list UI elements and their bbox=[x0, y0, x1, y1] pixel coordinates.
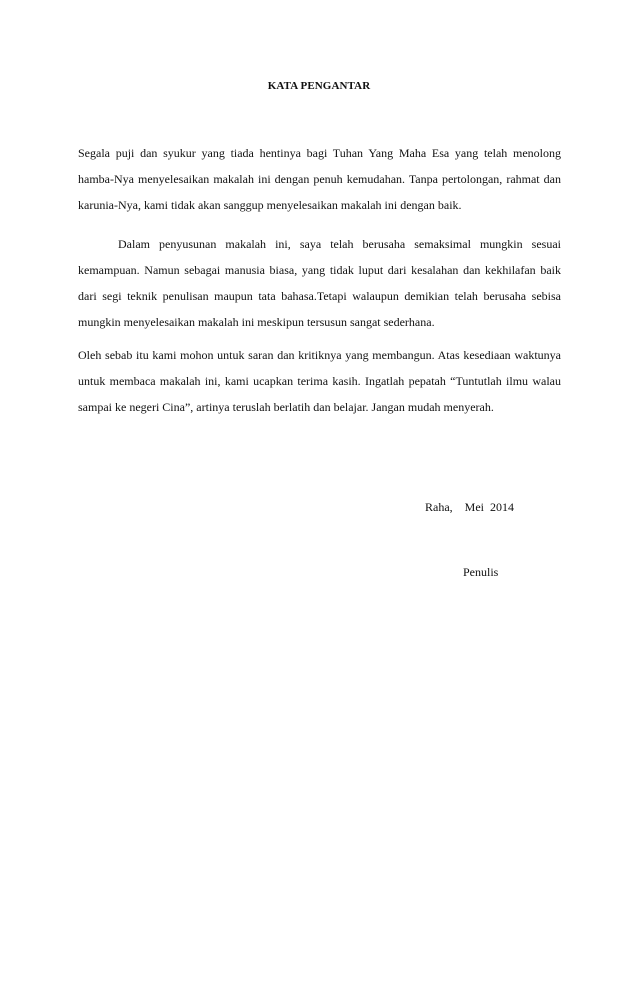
paragraph-preparation: Dalam penyusunan makalah ini, saya telah berusaha semaksimal mungkin sesuai kemampuan. Namun sebagai manusia biasa, yang tidak luput dari kesalahan dan kekhilafan baik dari segi teknik penulisan maupun tata bahasa.Tetapi walaupun demikian telah berusaha sebisa mungkin menyelesaikan makalah ini meskipun tersusun sangat sederhana. bbox=[78, 237, 561, 329]
paragraph-closing: Oleh sebab itu kami mohon untuk saran dan kritiknya yang membangun. Atas kesediaan waktunya untuk membaca makalah ini, kami ucapkan terima kasih. Ingatlah pepatah “Tuntutlah ilmu walau sampai ke negeri Cina”, artinya teruslah berlatih dan belajar. Jangan mudah menyerah. bbox=[78, 348, 561, 414]
place-and-date: Raha, Mei 2014 bbox=[425, 500, 514, 514]
author-signature: Penulis bbox=[463, 565, 499, 579]
paragraph-opening: Segala puji dan syukur yang tiada hentinya bagi Tuhan Yang Maha Esa yang telah menolong hamba-Nya menyelesaikan makalah ini dengan penuh kemudahan. Tanpa pertolongan, rahmat dan karunia-Nya, kami tidak akan sanggup menyelesaikan makalah ini dengan baik. bbox=[78, 146, 561, 212]
document-title: KATA PENGANTAR bbox=[267, 80, 371, 92]
